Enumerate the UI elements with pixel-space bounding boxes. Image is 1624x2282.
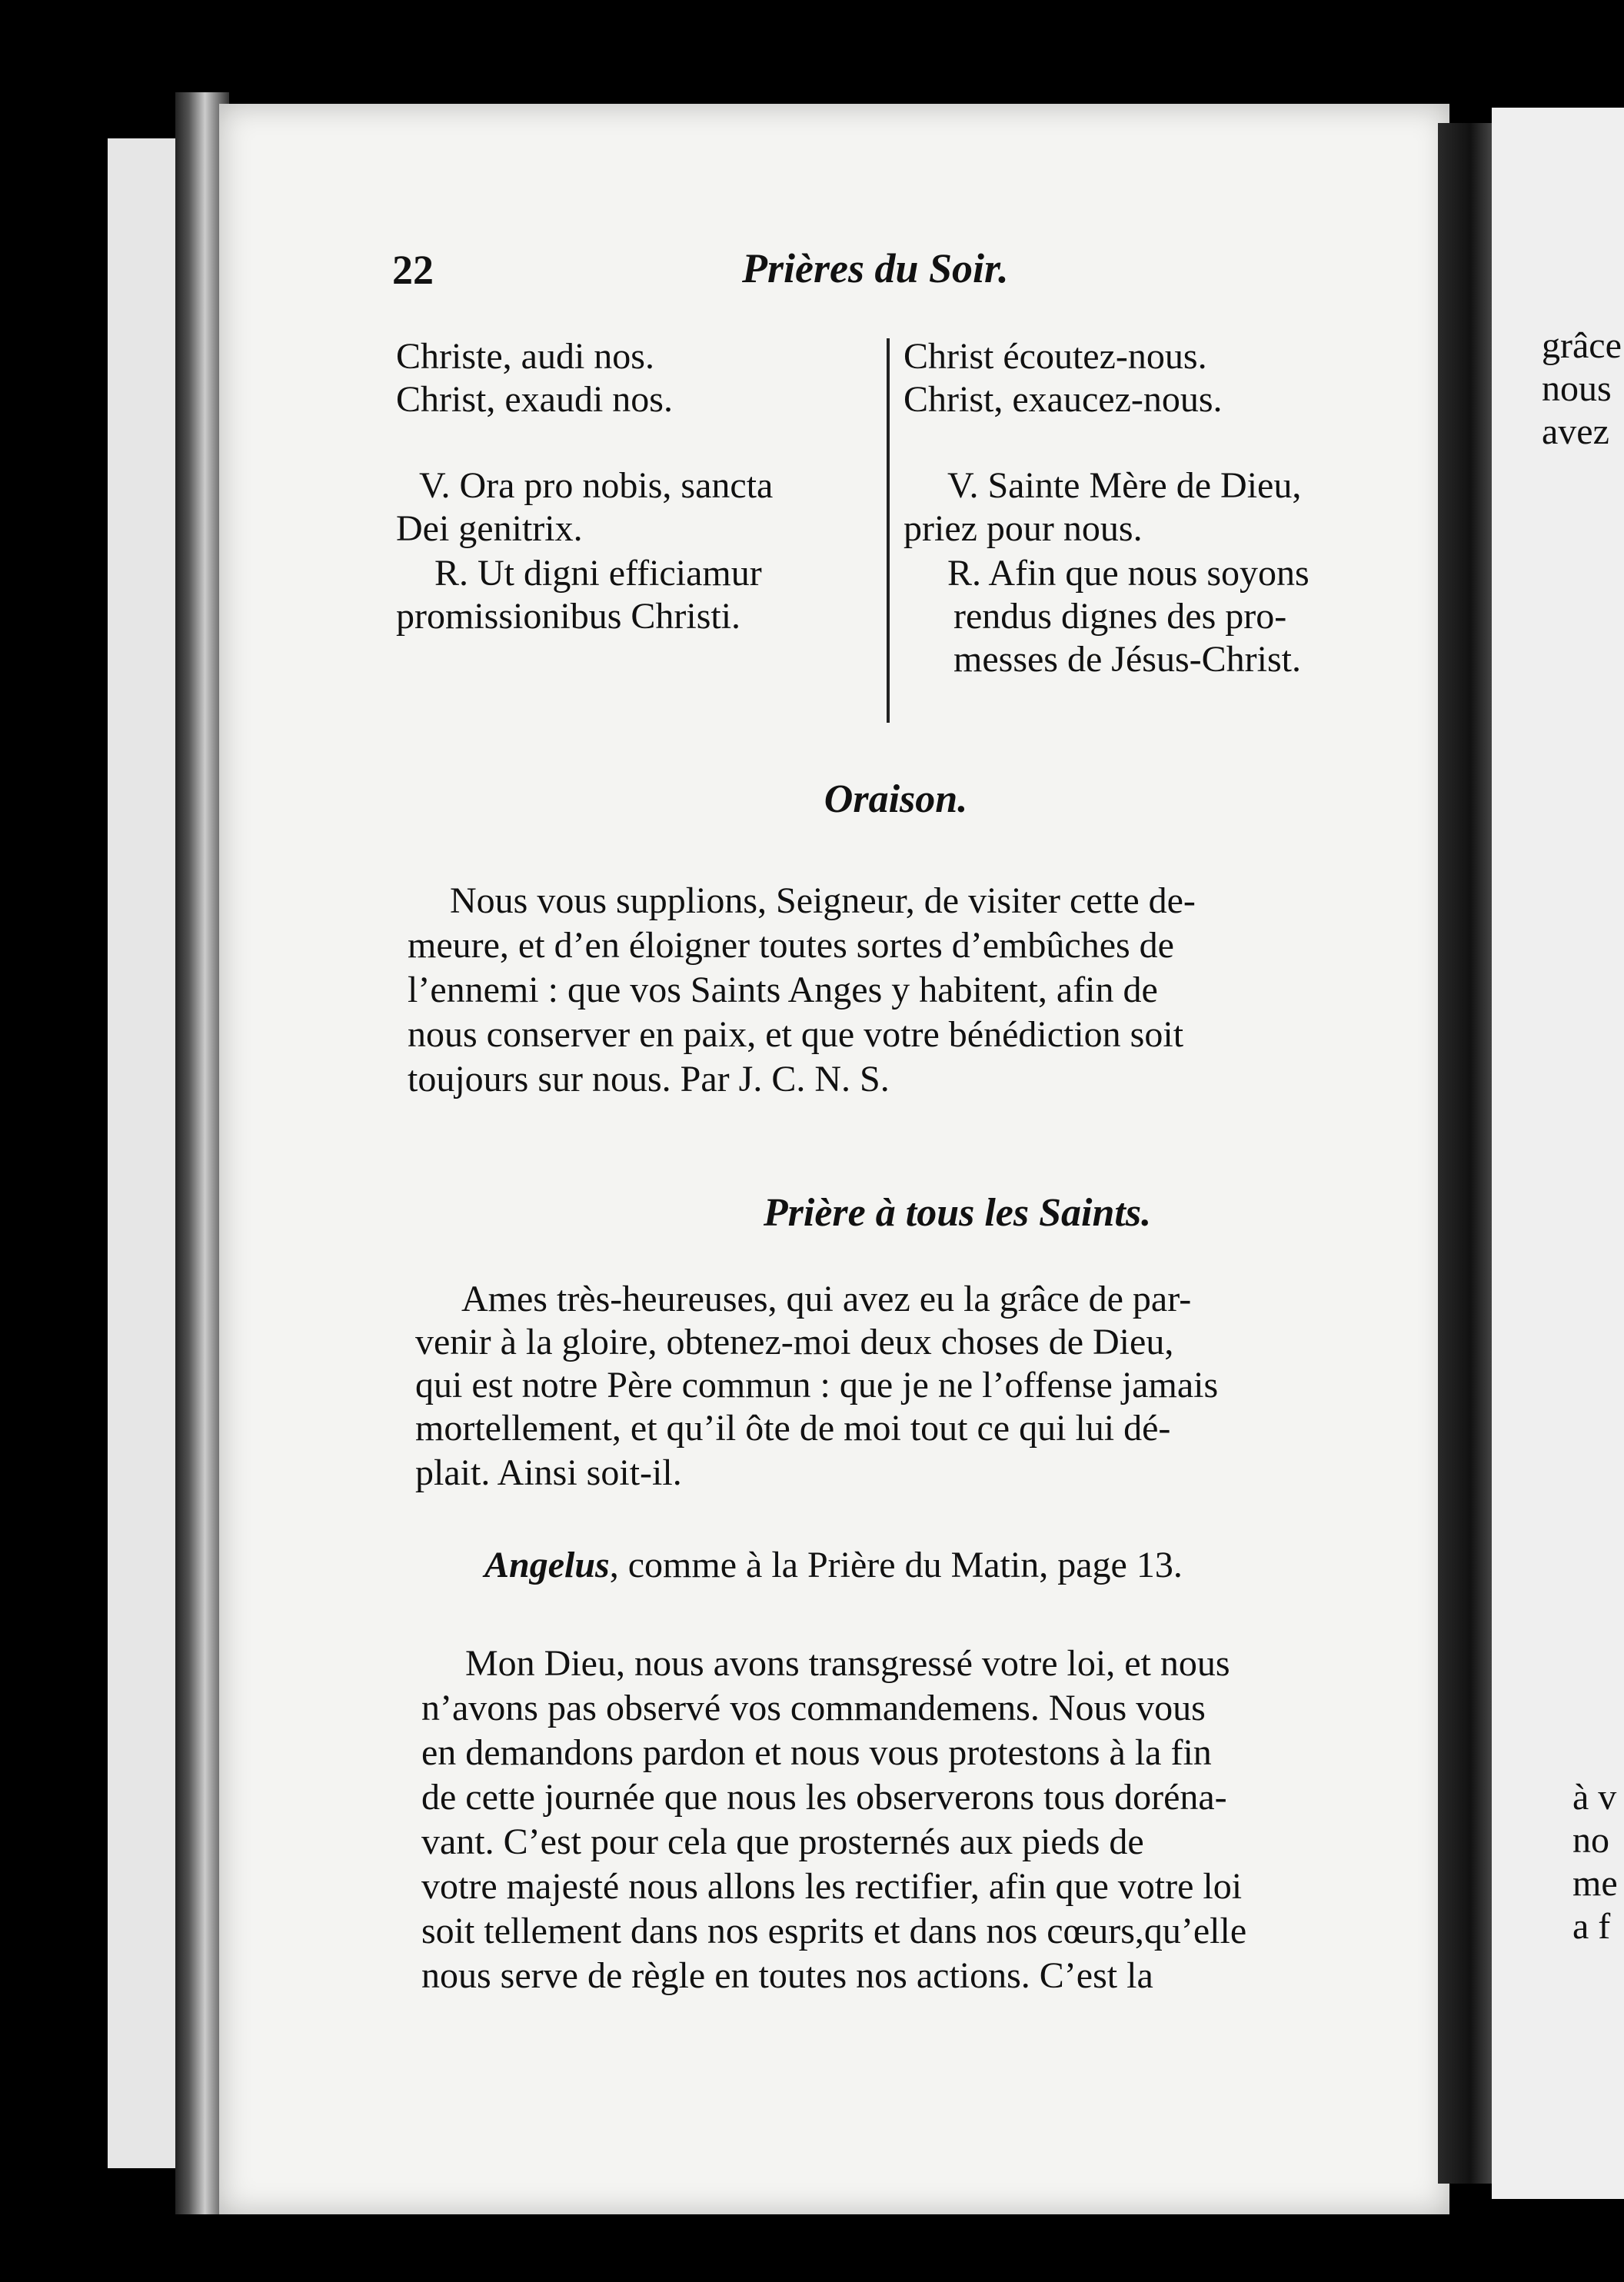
versicle-left-1: V. Ora pro nobis, sancta [419, 465, 774, 506]
column-divider [887, 338, 890, 723]
litany-left-2: Christ, exaudi nos. [396, 379, 673, 420]
litany-right-1: Christ écoutez-nous. [904, 336, 1207, 377]
saints-line-5: plait. Ainsi soit-il. [415, 1452, 682, 1493]
mon-dieu-line-7: soit tellement dans nos esprits et dans nos cœurs,qu’elle [421, 1911, 1247, 1951]
mon-dieu-line-5: vant. C’est pour cela que prosternés aux pieds de [421, 1821, 1144, 1862]
saints-line-1: Ames très-heureuses, qui avez eu la grâce de par- [461, 1279, 1192, 1319]
mon-dieu-line-6: votre majesté nous allons les rectifier, afin que votre loi [421, 1866, 1243, 1907]
next-page-fragment-3: avez [1542, 411, 1609, 452]
oraison-line-4: nous conserver en paix, et que votre bénédiction soit [408, 1014, 1184, 1055]
versicle-right-1: V. Sainte Mère de Dieu, [947, 465, 1302, 506]
mon-dieu-line-2: n’avons pas observé vos commandemens. Nous vous [421, 1688, 1206, 1728]
next-page-fragment-7: a f [1572, 1906, 1611, 1947]
oraison-heading: Oraison. [824, 777, 968, 821]
next-page-fragment-2: nous [1542, 368, 1612, 409]
versicle-right-3: R. Afin que nous soyons [947, 553, 1310, 594]
mon-dieu-line-4: de cette journée que nous les observerons tous doréna- [421, 1777, 1227, 1818]
mon-dieu-line-3: en demandons pardon et nous vous protestons à la fin [421, 1732, 1212, 1773]
litany-left-1: Christe, audi nos. [396, 336, 654, 377]
priere-saints-heading: Prière à tous les Saints. [763, 1191, 1152, 1235]
angelus-rest: , comme à la Prière du Matin, page 13. [609, 1545, 1183, 1585]
versicle-right-5: messes de Jésus-Christ. [953, 639, 1301, 680]
saints-line-2: venir à la gloire, obtenez-moi deux choses de Dieu, [415, 1322, 1174, 1362]
oraison-line-1: Nous vous supplions, Seigneur, de visiter cette de- [450, 880, 1196, 921]
next-page-fragment-6: me [1572, 1863, 1618, 1904]
oraison-line-2: meure, et d’en éloigner toutes sortes d’embûches de [408, 925, 1174, 966]
mon-dieu-line-8: nous serve de règle en toutes nos actions. C’est la [421, 1955, 1153, 1996]
oraison-line-5: toujours sur nous. Par J. C. N. S. [408, 1059, 890, 1099]
versicle-left-2: Dei genitrix. [396, 508, 583, 549]
versicle-left-3: R. Ut digni efficiamur [434, 553, 762, 594]
saints-line-3: qui est notre Père commun : que je ne l’offense jamais [415, 1365, 1219, 1405]
left-scan-margin [0, 123, 108, 2199]
oraison-line-3: l’ennemi : que vos Saints Anges y habitent, afin de [408, 970, 1158, 1010]
saints-line-4: mortellement, et qu’il ôte de moi tout ce qui lui dé- [415, 1408, 1171, 1449]
mon-dieu-line-1: Mon Dieu, nous avons transgressé votre loi, et nous [465, 1643, 1230, 1684]
running-title: Prières du Soir. [742, 245, 1009, 291]
page-number: 22 [392, 247, 434, 293]
versicle-right-4: rendus dignes des pro- [953, 596, 1287, 637]
versicle-right-2: priez pour nous. [904, 508, 1143, 549]
next-page-fragment-4: à v [1572, 1777, 1617, 1818]
litany-right-2: Christ, exaucez-nous. [904, 379, 1223, 420]
angelus-line [484, 1547, 1183, 1584]
next-page-fragment-5: no [1572, 1820, 1609, 1861]
versicle-left-4: promissionibus Christi. [396, 596, 741, 637]
right-gutter [1438, 123, 1492, 2184]
next-page-fragment-1: grâce [1542, 325, 1622, 366]
angelus-title: Angelus [484, 1545, 610, 1585]
